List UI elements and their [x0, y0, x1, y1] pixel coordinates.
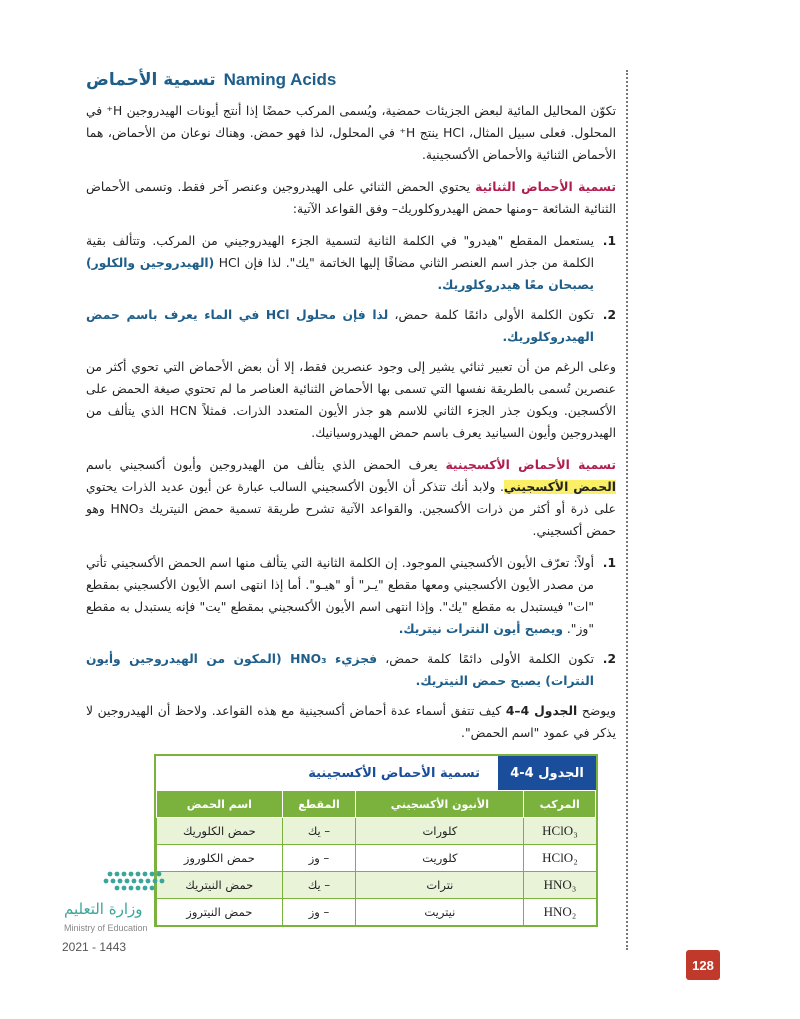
table-cell: نيتريت: [356, 899, 524, 926]
table-cell: – يك: [282, 872, 356, 899]
table-cell: HNO₃: [524, 872, 596, 899]
binary-rule-1-emphasis: (الهيدروجين والكلور) يصبحان معًا هيدروكلوريك.: [86, 256, 594, 292]
table-grid: [156, 790, 596, 925]
table-cell: حمض الكلوروز: [157, 845, 283, 872]
table-cell: – وز: [282, 845, 356, 872]
table-label: الجدول 4-4: [498, 756, 596, 790]
table-reference-paragraph: [86, 700, 616, 744]
table-cell: نترات: [356, 872, 524, 899]
column-header: الأنيون الأكسجيني: [356, 791, 524, 818]
intro-paragraph: تكوّن المحاليل المائية لبعض الجزيئات حمضية، ويُسمى المركب حمضًا إذا أنتج أيونات الهيدروجين H⁺ في المحلول. فعلى سبيل المثال، HCl ينتج H⁺ في المحلول، لذا فهو حمض. وهناك نوعان من الأحماض، هما الأحماض الثنائية والأحماض الأكسجينية.: [86, 104, 616, 162]
column-divider: [626, 70, 628, 950]
table-cell: حمض الكلوريك: [157, 818, 283, 845]
edition-year: 2021 - 1443: [62, 940, 127, 954]
table-row: [157, 872, 596, 899]
oxy-rule-1: [86, 552, 616, 640]
oxy-rule-1-text: أولاً: تعرّف الأيون الأكسجيني الموجود. إن الكلمة الثانية التي يتألف منها اسم الحمض الأكسجيني تأتي من مصدر الأيون الأكسجيني ومعها مقطع "يـر" أو "هيـو". أما إذا انتهى اسم الأيون الأكسجيني بمقطع "ات" فيستبدل به مقطع "يك". وإذا انتهى اسم الأيون الأكسجيني بمقطع "يت" فإنه يستبدل به مقطع "وز".: [86, 556, 594, 636]
table-ref-text-a: ويوضح: [581, 704, 616, 718]
binary-rule-1: [86, 230, 616, 296]
section-title: [86, 70, 616, 90]
binary-rule-2-emphasis: لذا فإن محلول HCl في الماء يعرف باسم حمض الهيدروكلوريك.: [86, 308, 594, 344]
table-cell: HClO₂: [524, 845, 596, 872]
table-header-row: [157, 791, 596, 818]
table-cell: – يك: [282, 818, 356, 845]
ministry-logo-icon: [60, 868, 180, 940]
table-row: [157, 899, 596, 926]
table-cell: – وز: [282, 899, 356, 926]
table-cell: حمض النيتروز: [157, 899, 283, 926]
table-ref-text-b: كيف تتفق أسماء عدة أحماض أكسجينية مع هذه القواعد. ولاحظ أن الهيدروجين لا يذكر في عمود "اسم الحمض".: [86, 704, 616, 740]
section-title-en: Naming Acids: [223, 70, 337, 89]
oxy-rule-2-emphasis: فجزيء HNO₃ (المكون من الهيدروجين وأيون النترات) يصبح حمض النيتريك.: [86, 652, 594, 688]
ministry-logo: [60, 868, 180, 940]
oxy-rule-1-emphasis: ويصبح أيون النترات نيتريك.: [398, 622, 563, 636]
section-title-ar: تسمية الأحماض: [86, 70, 216, 90]
main-content: [86, 70, 616, 754]
table-title: تسمية الأحماض الأكسجينية: [308, 765, 480, 781]
binary-rule-1-text: يستعمل المقطع "هيدرو" في الكلمة الثانية لتسمية الجزء الهيدروجيني من المركب. وتتألف بقية الكلمة من جذر اسم العنصر الثاني مضافًا إليها الخاتمة "يك". لذا فإن HCl: [86, 234, 594, 270]
table-row: [157, 845, 596, 872]
oxyacids-text-a: يعرف الحمض الذي يتألف من الهيدروجين وأيون أكسجيني باسم: [86, 458, 438, 472]
oxyacids-text-b: . ولابد أنك تتذكر أن الأيون الأكسجيني السالب عبارة عن أيون عديد الذرات يحتوي على ذرة أو أكثر من ذرات الأكسجين. والقواعد الآتية تشرح طريقة تسمية حمض النيتريك HNO₃ وهو حمض أكسجيني.: [86, 480, 616, 538]
table-cell: كلورات: [356, 818, 524, 845]
table-row: [157, 818, 596, 845]
column-header: المركب: [524, 791, 596, 818]
oxyacid-highlight-term: الحمض الأكسجيني: [503, 480, 616, 494]
table-cell: HNO₂: [524, 899, 596, 926]
binary-acids-text: يحتوي الحمض الثنائي على الهيدروجين وعنصر آخر فقط. وتسمى الأحماض الثنائية الشائعة –ومنها حمض الهيدروكلوريك– وفق القواعد الآتية:: [86, 180, 616, 216]
table-ref-bold: الجدول 4–4: [505, 704, 578, 718]
logo-text-ar: وزارة التعليم: [64, 900, 143, 918]
binary-rule-2: [86, 304, 616, 348]
rule-number: 1.: [602, 556, 616, 570]
binary-note-paragraph: وعلى الرغم من أن تعبير ثنائي يشير إلى وجود عنصرين فقط، إلا أن بعض الأحماض التي تحوي أكثر من عنصرين تُسمى بالطريقة نفسها التي تسمى بها الأحماض الثنائية العناصر ما لم تحتوي صيغة الحمض على الأكسجين. ويكون جذر الجزء الثاني للاسم هو جذر الأيون المتعدد الذرات. فمثلاً HCN الذي يتألف من الهيدروجين وأيون السيانيد يعرف باسم حمض الهيدروسيانيك.: [86, 360, 616, 440]
oxy-rule-2: [86, 648, 616, 692]
binary-rule-2-text: تكون الكلمة الأولى دائمًا كلمة حمض،: [394, 308, 594, 322]
oxy-rule-2-text: تكون الكلمة الأولى دائمًا كلمة حمض،: [385, 652, 594, 666]
rule-number: 1.: [602, 234, 616, 248]
table-header: [156, 756, 596, 790]
oxyacids-paragraph: [86, 454, 616, 542]
oxyacids-heading: تسمية الأحماض الأكسجينية: [445, 458, 616, 472]
rule-number: 2.: [602, 652, 616, 666]
binary-acids-heading: تسمية الأحماض الثنائية: [475, 180, 616, 194]
table-cell: HClO₃: [524, 818, 596, 845]
rule-number: 2.: [602, 308, 616, 322]
column-header: اسم الحمض: [157, 791, 283, 818]
table-cell: كلوريت: [356, 845, 524, 872]
binary-acids-paragraph: [86, 176, 616, 220]
page-number-badge: 128: [686, 950, 720, 980]
oxyacids-table: [154, 754, 598, 927]
logo-text-en: Ministry of Education: [64, 923, 148, 933]
table-cell: حمض النيتريك: [157, 872, 283, 899]
column-header: المقطع: [282, 791, 356, 818]
